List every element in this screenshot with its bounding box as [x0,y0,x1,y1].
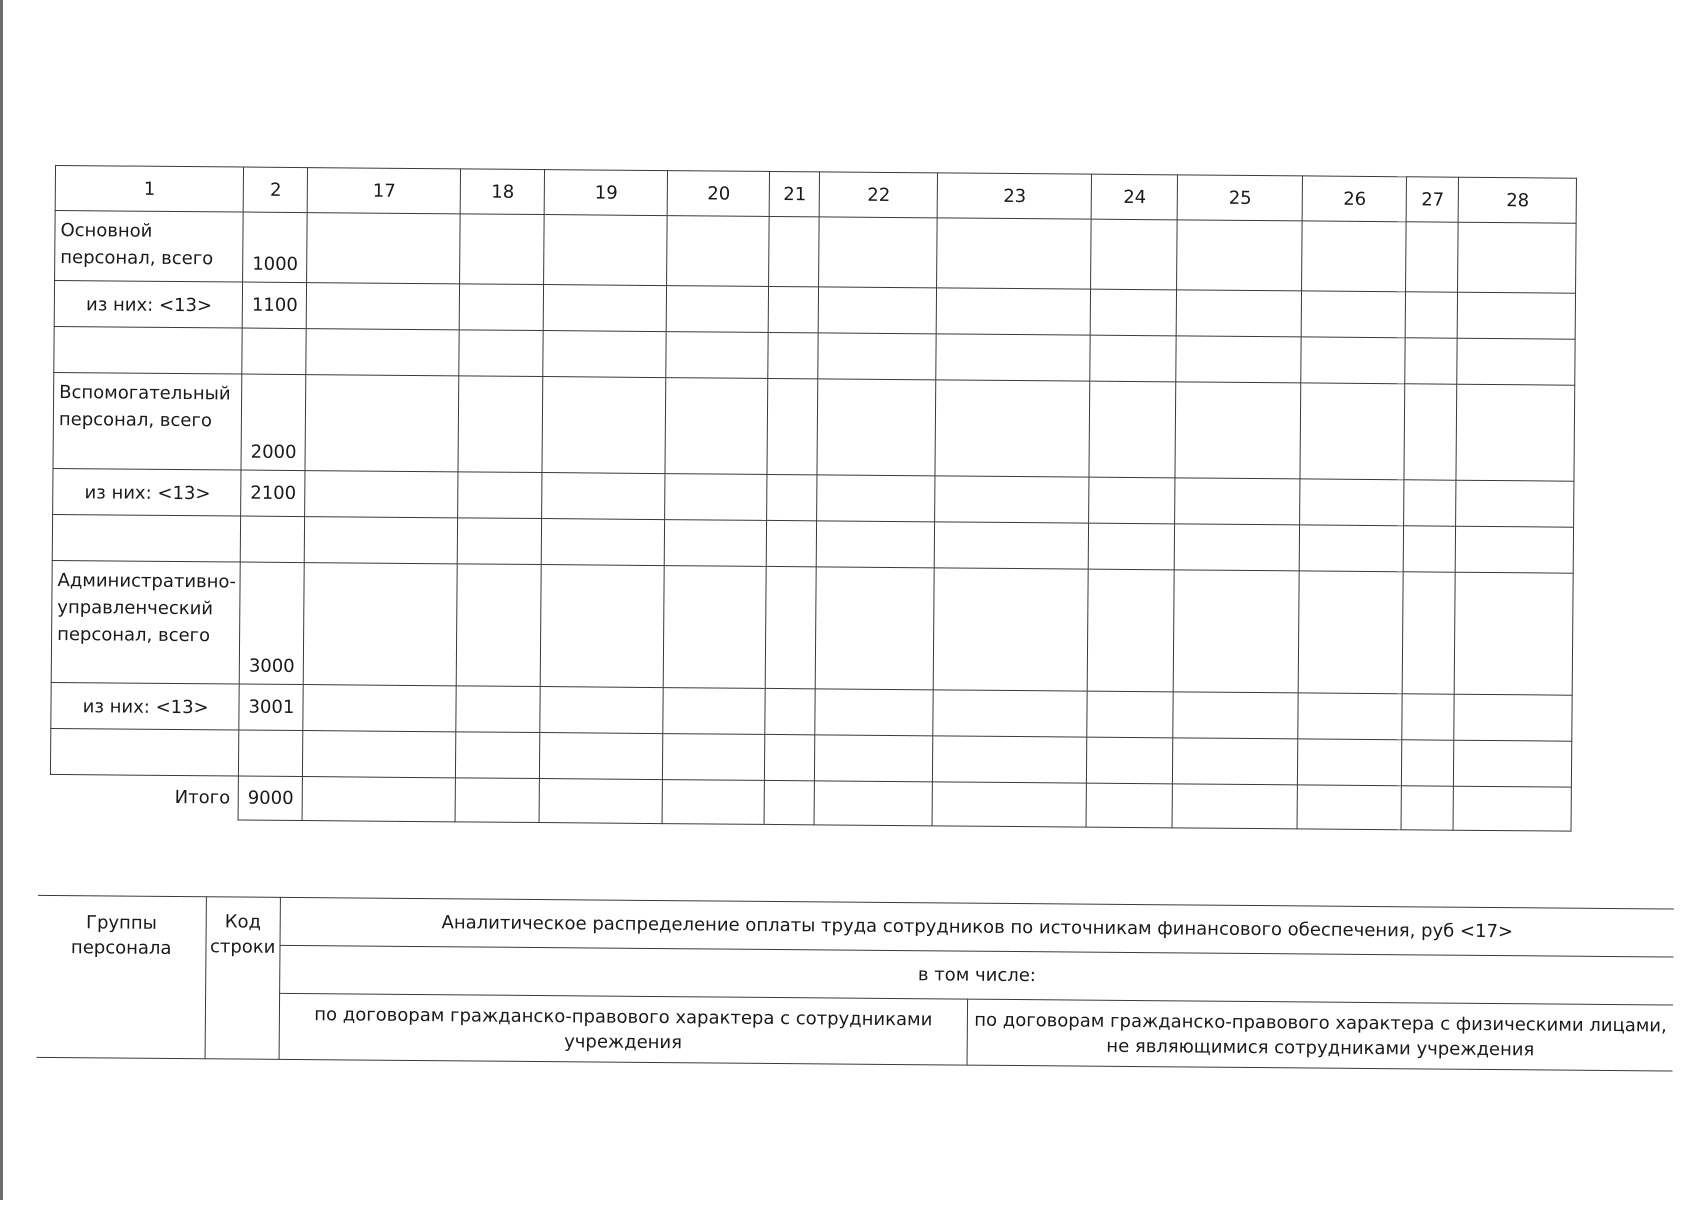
data-cell[interactable] [304,563,458,686]
data-cell[interactable] [1091,289,1177,336]
row-label-support-staff: Вспомогательный персонал, всего [53,372,242,470]
data-cell[interactable] [768,332,818,378]
data-cell[interactable] [1090,335,1176,382]
data-cell[interactable] [1405,338,1457,384]
data-cell[interactable] [814,781,932,826]
data-cell[interactable] [1456,384,1575,481]
data-cell[interactable] [1300,525,1404,572]
data-cell[interactable] [1087,691,1173,738]
data-cell[interactable] [1176,336,1301,383]
data-cell[interactable] [1089,477,1175,524]
row-code: 9000 [238,776,302,821]
data-cell[interactable] [1086,783,1172,828]
row-code [239,730,303,777]
col-number-24: 24 [1092,174,1178,220]
data-cell[interactable] [305,471,458,518]
data-cell[interactable] [541,565,665,688]
data-cell[interactable] [933,690,1087,737]
data-cell[interactable] [665,474,767,521]
data-cell[interactable] [1089,381,1176,478]
data-cell[interactable] [662,780,764,825]
row-label-admin-staff: Административно-управленческий персонал, всего [51,560,240,684]
data-cell[interactable] [819,287,937,334]
data-cell[interactable] [458,518,542,565]
data-cell[interactable] [1456,480,1574,527]
staff-pay-table [50,165,1578,832]
data-cell[interactable] [817,521,935,568]
row-label-of-them: из них: <13> [53,468,242,516]
row-label-main-staff: Основной персонал, всего [55,210,244,282]
data-cell[interactable] [1301,337,1405,384]
data-cell[interactable] [665,378,768,475]
data-cell[interactable] [307,283,460,330]
data-cell[interactable] [932,782,1086,827]
row-code: 2000 [241,374,306,471]
data-cell[interactable] [663,688,765,735]
data-cell[interactable] [769,286,819,332]
row-code [241,516,305,563]
data-cell[interactable] [667,286,769,333]
data-cell[interactable] [1175,478,1300,525]
data-cell[interactable] [460,214,545,285]
row-label-of-them: из них: <13> [54,280,243,328]
data-cell[interactable] [1298,693,1402,740]
col-number-21: 21 [770,171,820,216]
data-cell[interactable] [1404,384,1457,480]
data-cell[interactable] [303,731,456,778]
data-cell[interactable] [937,288,1091,335]
data-cell[interactable] [458,472,542,519]
data-cell[interactable] [819,217,938,288]
data-cell[interactable] [937,218,1092,289]
data-cell[interactable] [1458,222,1577,293]
data-cell[interactable] [540,733,663,780]
data-cell[interactable] [815,689,933,736]
data-cell[interactable] [1456,526,1574,573]
col-number-28: 28 [1459,177,1577,223]
data-cell[interactable] [1402,694,1454,740]
table-row [55,210,1577,293]
data-cell[interactable] [769,216,820,286]
data-cell[interactable] [456,686,540,733]
data-cell[interactable] [459,330,543,377]
row-code: 1100 [243,282,307,329]
data-cell[interactable] [935,522,1089,569]
including-subtitle: в том числе: [280,945,1674,1005]
data-cell[interactable] [1087,737,1173,784]
data-cell[interactable] [542,473,665,520]
data-cell[interactable] [460,284,544,331]
data-cell[interactable] [307,213,461,284]
data-cell[interactable] [1299,571,1404,694]
data-cell[interactable] [1297,785,1401,830]
col-number-25: 25 [1178,175,1303,221]
col-number-1: 1 [55,165,244,212]
row-code: 3000 [240,562,305,685]
data-cell[interactable] [935,380,1090,477]
data-cell[interactable] [305,375,459,472]
col-number-19: 19 [545,170,668,216]
civil-contracts-individuals-header: по договорам гражданско-правового характера с физическими лицами, не являющимися сотрудниками учреждения [967,999,1674,1071]
data-cell[interactable] [1403,572,1456,694]
row-label-empty [52,514,241,562]
data-cell[interactable] [767,378,818,474]
data-cell[interactable] [302,777,455,822]
data-cell[interactable] [764,780,814,824]
civil-contracts-staff-header: по договорам гражданско-правового характера с сотрудниками учреждения [279,993,968,1065]
data-cell[interactable] [818,333,936,380]
col-number-23: 23 [938,173,1092,219]
data-cell[interactable] [1174,570,1300,693]
data-cell[interactable] [1173,738,1298,785]
header-row-subcolumns [37,991,1674,1071]
table-row [51,560,1573,695]
data-cell[interactable] [1302,291,1406,338]
row-label-empty [54,326,243,374]
col-number-20: 20 [668,171,770,217]
col-number-2: 2 [244,167,308,213]
row-label-of-them: из них: <13> [51,682,240,730]
data-cell[interactable] [664,566,767,689]
row-code: 1000 [243,212,308,283]
data-cell[interactable] [765,688,815,734]
row-label-total: Итого [50,774,239,820]
data-cell[interactable] [1300,383,1405,480]
data-cell[interactable] [1173,692,1298,739]
next-page-header-table [37,895,1675,1072]
data-cell[interactable] [815,735,933,782]
data-cell[interactable] [1177,290,1302,337]
data-cell[interactable] [456,732,540,779]
data-cell[interactable] [1302,221,1407,292]
data-cell[interactable] [1458,292,1576,339]
data-cell[interactable] [1406,222,1459,292]
data-cell[interactable] [542,377,666,474]
data-cell[interactable] [935,476,1089,523]
data-cell[interactable] [1402,740,1454,786]
data-cell[interactable] [458,376,543,473]
data-cell[interactable] [1088,569,1175,692]
data-cell[interactable] [1091,219,1178,290]
data-cell[interactable] [1300,479,1404,526]
data-cell[interactable] [1172,784,1297,829]
data-cell[interactable] [539,779,662,824]
data-cell[interactable] [1089,523,1175,570]
data-cell[interactable] [1298,739,1402,786]
data-cell[interactable] [663,734,765,781]
data-cell[interactable] [305,517,458,564]
row-code: 3001 [239,684,303,731]
data-cell[interactable] [1175,524,1300,571]
data-cell[interactable] [1454,694,1572,741]
table-row [53,372,1575,481]
data-cell[interactable] [544,215,668,286]
row-code [242,328,306,375]
data-cell[interactable] [303,685,456,732]
data-cell[interactable] [817,379,936,476]
data-cell[interactable] [766,566,817,688]
data-cell[interactable] [1175,382,1301,479]
data-cell[interactable] [1177,220,1303,291]
data-cell[interactable] [765,734,815,780]
data-cell[interactable] [817,475,935,522]
col-number-26: 26 [1303,176,1407,222]
data-cell[interactable] [1406,292,1458,338]
data-cell[interactable] [816,567,935,690]
data-cell[interactable] [1404,480,1456,526]
data-cell[interactable] [1457,338,1575,385]
group-label-header: Группы персонала [37,895,206,1058]
data-cell[interactable] [667,216,770,287]
analytic-distribution-title: Аналитическое распределение оплаты труда сотрудников по источникам финансового обеспечения, руб <17> [280,897,1674,957]
code-label-header: Код строки [205,897,281,1060]
col-number-18: 18 [461,169,545,215]
data-cell[interactable] [933,736,1087,783]
data-cell[interactable] [767,520,817,566]
col-number-22: 22 [820,172,938,218]
data-cell[interactable] [1454,740,1572,787]
col-number-17: 17 [308,168,461,214]
data-cell[interactable] [457,564,542,687]
data-cell[interactable] [306,329,459,376]
data-cell[interactable] [544,285,667,332]
data-cell[interactable] [936,334,1090,381]
data-cell[interactable] [665,520,767,567]
data-cell[interactable] [934,568,1089,691]
row-label-empty [50,728,239,776]
data-cell[interactable] [540,687,663,734]
data-cell[interactable] [455,778,539,823]
data-cell[interactable] [1401,786,1453,830]
data-cell[interactable] [1453,786,1571,831]
data-cell[interactable] [1404,526,1456,572]
data-cell[interactable] [542,519,665,566]
data-cell[interactable] [1455,572,1574,695]
row-code: 2100 [241,470,305,517]
data-cell[interactable] [767,474,817,520]
data-cell[interactable] [666,332,768,379]
col-number-27: 27 [1407,177,1459,222]
data-cell[interactable] [543,331,666,378]
